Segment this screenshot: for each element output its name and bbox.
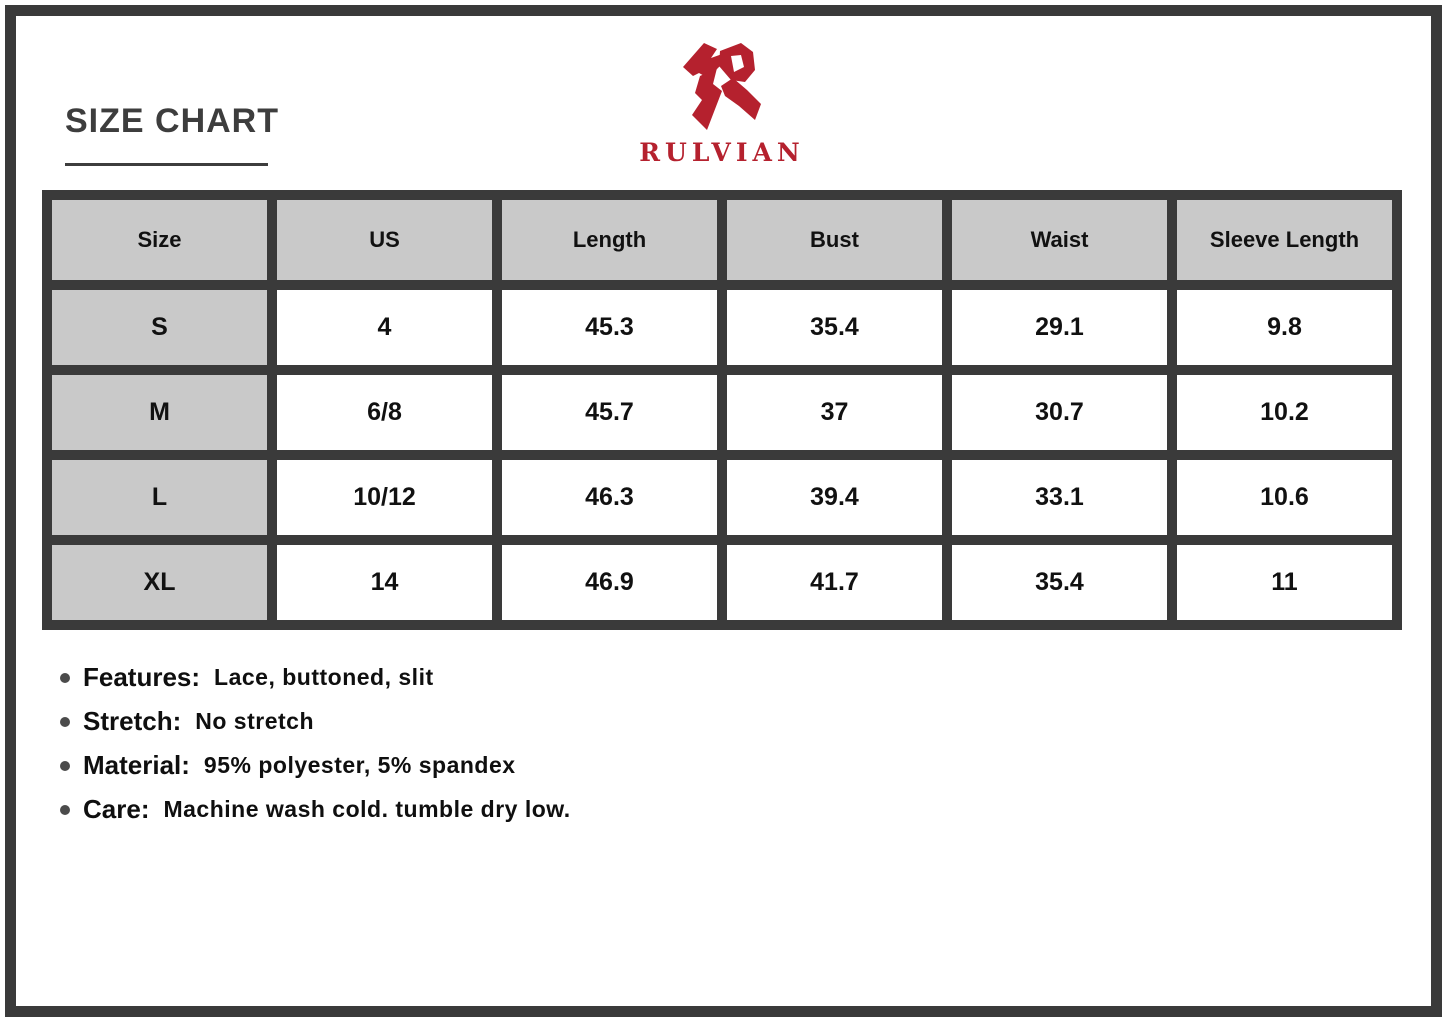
cell-bust: 37 bbox=[727, 375, 942, 450]
column-header-size: Size bbox=[52, 200, 267, 280]
cell-bust: 39.4 bbox=[727, 460, 942, 535]
cell-us: 10/12 bbox=[277, 460, 492, 535]
row-label-size: M bbox=[52, 375, 267, 450]
column-header-waist: Waist bbox=[952, 200, 1167, 280]
cell-length: 45.3 bbox=[502, 290, 717, 365]
table-row-m bbox=[52, 375, 1392, 450]
cell-waist: 33.1 bbox=[952, 460, 1167, 535]
table-header-row bbox=[52, 200, 1392, 280]
detail-label: Features: bbox=[83, 662, 201, 692]
detail-label: Stretch: bbox=[83, 706, 182, 736]
cell-waist: 29.1 bbox=[952, 290, 1167, 365]
row-label-size: XL bbox=[52, 545, 267, 620]
detail-item-material bbox=[60, 750, 571, 781]
table-row-l bbox=[52, 460, 1392, 535]
column-header-bust: Bust bbox=[727, 200, 942, 280]
brand-name: RULVIAN bbox=[639, 138, 805, 167]
page-title: SIZE CHART bbox=[65, 102, 279, 140]
cell-sleeve-length: 10.6 bbox=[1177, 460, 1392, 535]
detail-label: Care: bbox=[83, 794, 150, 824]
product-details-list bbox=[60, 662, 571, 838]
title-underline bbox=[65, 163, 268, 166]
size-chart-table-header bbox=[52, 200, 1392, 280]
cell-us: 6/8 bbox=[277, 375, 492, 450]
column-header-us: US bbox=[277, 200, 492, 280]
cell-length: 46.3 bbox=[502, 460, 717, 535]
table-row-s bbox=[52, 290, 1392, 365]
row-label-size: L bbox=[52, 460, 267, 535]
cell-waist: 30.7 bbox=[952, 375, 1167, 450]
column-header-length: Length bbox=[502, 200, 717, 280]
title-block bbox=[65, 102, 279, 166]
bullet-icon bbox=[60, 717, 70, 727]
cell-waist: 35.4 bbox=[952, 545, 1167, 620]
size-chart-table bbox=[42, 190, 1402, 630]
detail-label: Material: bbox=[83, 750, 190, 780]
cell-us: 4 bbox=[277, 290, 492, 365]
cell-sleeve-length: 9.8 bbox=[1177, 290, 1392, 365]
column-header-sleeve-length: Sleeve Length bbox=[1177, 200, 1392, 280]
cell-us: 14 bbox=[277, 545, 492, 620]
cell-sleeve-length: 11 bbox=[1177, 545, 1392, 620]
detail-item-features bbox=[60, 662, 571, 693]
bullet-icon bbox=[60, 673, 70, 683]
cell-length: 45.7 bbox=[502, 375, 717, 450]
brand-r-icon bbox=[675, 36, 770, 134]
detail-item-stretch bbox=[60, 706, 571, 737]
detail-value: Lace, buttoned, slit bbox=[214, 664, 434, 690]
bullet-icon bbox=[60, 761, 70, 771]
detail-value: No stretch bbox=[195, 708, 314, 734]
cell-bust: 35.4 bbox=[727, 290, 942, 365]
detail-value: Machine wash cold. tumble dry low. bbox=[163, 796, 571, 822]
detail-value: 95% polyester, 5% spandex bbox=[203, 752, 516, 778]
cell-length: 46.9 bbox=[502, 545, 717, 620]
cell-bust: 41.7 bbox=[727, 545, 942, 620]
bullet-icon bbox=[60, 805, 70, 815]
detail-item-care bbox=[60, 794, 571, 825]
brand-logo bbox=[572, 36, 872, 167]
row-label-size: S bbox=[52, 290, 267, 365]
cell-sleeve-length: 10.2 bbox=[1177, 375, 1392, 450]
table-row-xl bbox=[52, 545, 1392, 620]
